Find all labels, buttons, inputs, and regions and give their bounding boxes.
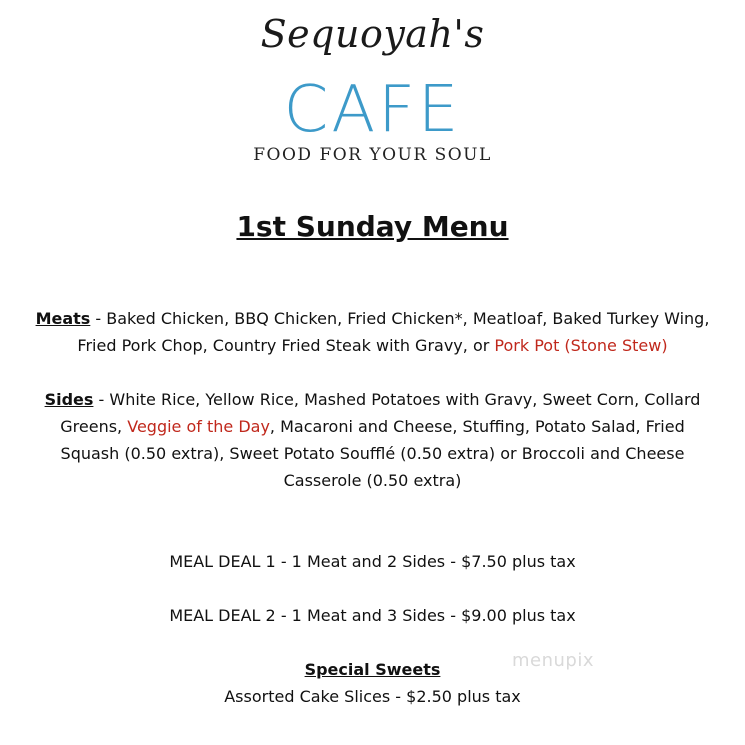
meal-deal-1: MEAL DEAL 1 - 1 Meat and 2 Sides - $7.50 plus tax — [169, 552, 576, 571]
special-sweets-title: Special Sweets — [304, 660, 441, 679]
sides-label: Sides — [44, 390, 94, 409]
sides-list-start: - White Rice, Yellow Rice, Mashed Potatoes with Gravy, Sweet Corn, Collard Greens, — [60, 390, 701, 436]
menupix-watermark: menupix — [512, 650, 595, 671]
sides-list-end: , Macaroni and Cheese, Stuffing, Potato Salad, Fried Squash (0.50 extra), Sweet Potato Soufflé (0.50 extra) or Broccoli and Cheese Casserole (0.50 extra) — [60, 417, 685, 490]
sides-highlight: Veggie of the Day — [127, 417, 270, 436]
cafe-logo — [0, 0, 745, 175]
meal-deal-2: MEAL DEAL 2 - 1 Meat and 3 Sides - $9.00 plus tax — [169, 606, 576, 625]
meats-label: Meats — [35, 309, 91, 328]
special-sweets-item: Assorted Cake Slices - $2.50 plus tax — [224, 687, 521, 706]
sides-section — [30, 386, 715, 494]
meats-section — [30, 305, 715, 359]
meats-list: - Baked Chicken, BBQ Chicken, Fried Chicken*, Meatloaf, Baked Turkey Wing, Fried Pork Chop, Country Fried Steak with Gravy, or — [77, 309, 710, 355]
logo-script-name: Sequoyah's — [260, 12, 485, 56]
menu-title: 1st Sunday Menu — [236, 210, 509, 243]
meats-highlight: Pork Pot (Stone Stew) — [494, 336, 668, 355]
logo-cafe-word: CAFE — [283, 73, 462, 147]
logo-tagline: FOOD FOR YOUR SOUL — [253, 145, 492, 165]
